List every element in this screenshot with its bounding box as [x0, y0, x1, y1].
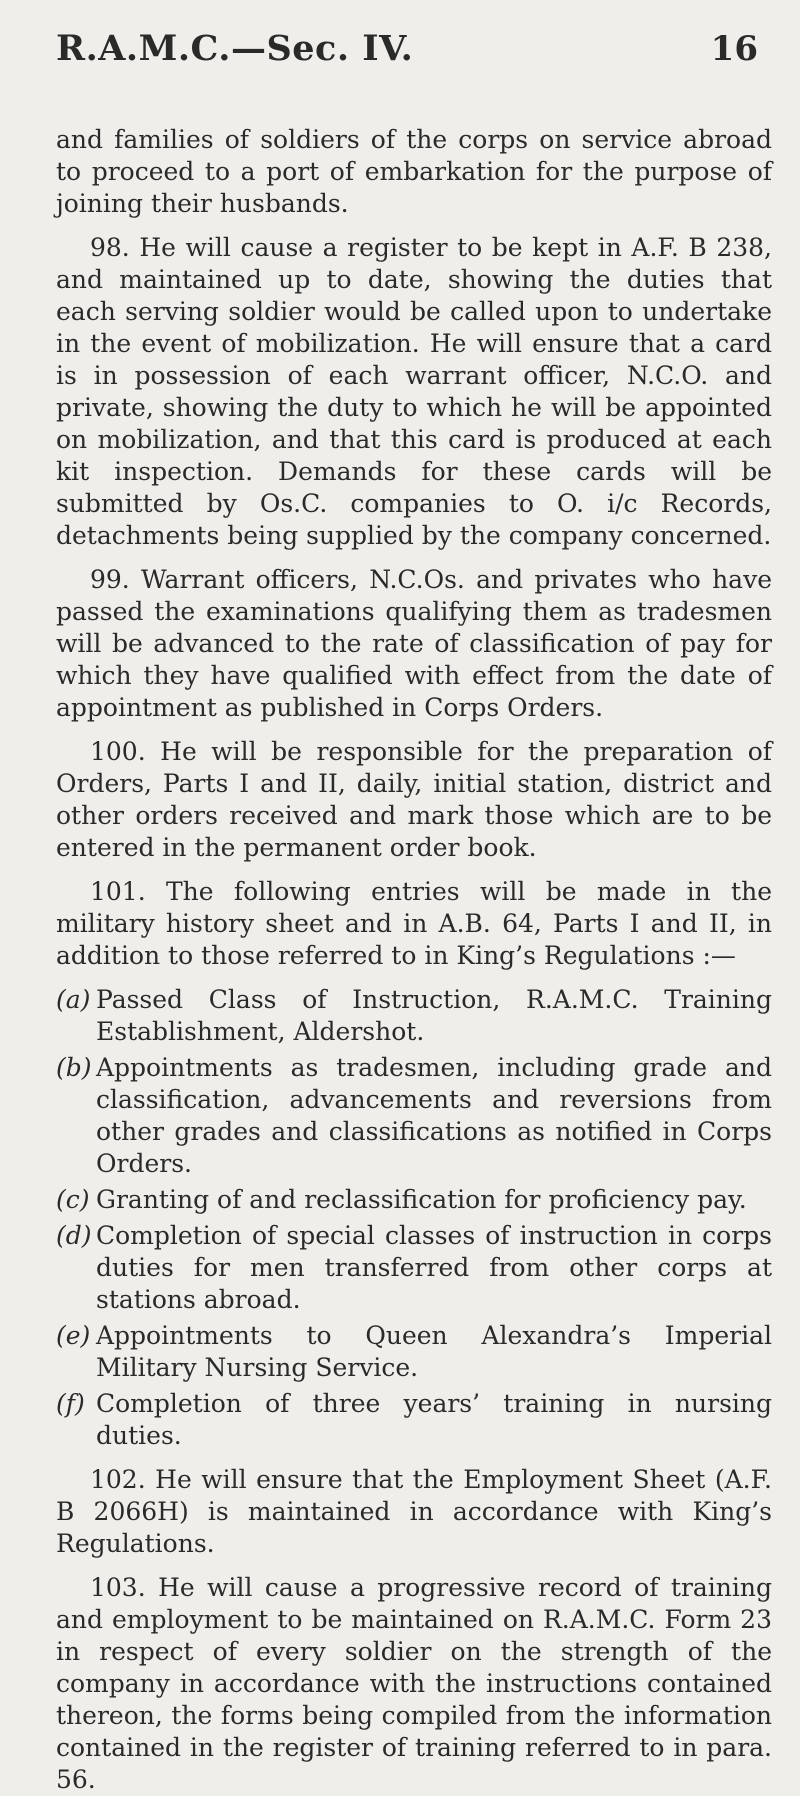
list-item-text: Completion of three years’ training in nursing duties.	[96, 1389, 772, 1450]
list-item-label: (b)	[56, 1053, 92, 1082]
paragraph-101: 101. The following entries will be made in the military history sheet and in A.B. 64, Parts I and II, in addition to those referred to in King’s Regulations :—	[56, 877, 772, 970]
list-item-text: Completion of special classes of instruction in corps duties for men transferred from other corps at stations abroad.	[96, 1221, 772, 1314]
list-item	[56, 1184, 772, 1216]
body-text	[56, 124, 772, 1796]
paragraph-99: 99. Warrant officers, N.C.Os. and privates who have passed the examinations qualifying them as tradesmen will be advanced to the rate of classification of pay for which they have qualified with effect from the date of appointment as published in Corps Orders.	[56, 565, 772, 722]
list-item-label: (e)	[56, 1321, 91, 1350]
page-number: 16	[710, 29, 758, 69]
paragraph-103: 103. He will cause a progressive record of training and employment to be maintained on R.A.M.C. Form 23 in respect of every soldier on the strength of the company in accordance with the instructions contained thereon, the forms being compiled from the information contained in the register of training referred to in para. 56.	[56, 1573, 772, 1794]
running-title: R.A.M.C.—Sec. IV.	[56, 28, 414, 69]
entries-list	[56, 984, 772, 1452]
running-head	[56, 28, 772, 82]
list-item-text: Granting of and reclassification for proficiency pay.	[96, 1185, 747, 1214]
list-item-label: (f)	[56, 1389, 85, 1418]
paragraph-102: 102. He will ensure that the Employment Sheet (A.F. B 2066H) is maintained in accordance with King’s Regulations.	[56, 1465, 772, 1558]
paragraph-continuation: and families of soldiers of the corps on service abroad to proceed to a port of embarkation for the purpose of joining their husbands.	[56, 125, 772, 218]
list-item-label: (d)	[56, 1221, 92, 1250]
paragraph-98: 98. He will cause a register to be kept in A.F. B 238, and maintained up to date, showing the duties that each serving soldier would be called upon to undertake in the event of mobilization. He will ensure that a card is in possession of each warrant officer, N.C.O. and private, showing the duty to which he will be appointed on mobilization, and that this card is produced at each kit inspection. Demands for these cards will be submitted by Os.C. companies to O. i/c Records, detachments being supplied by the company concerned.	[56, 233, 772, 550]
list-item	[56, 984, 772, 1048]
paragraph-100: 100. He will be responsible for the preparation of Orders, Parts I and II, daily, initial station, district and other orders received and mark those which are to be entered in the permanent order book.	[56, 737, 772, 862]
list-item	[56, 1052, 772, 1180]
list-item-label: (c)	[56, 1185, 90, 1214]
list-item	[56, 1320, 772, 1384]
list-item-label: (a)	[56, 985, 91, 1014]
list-item	[56, 1220, 772, 1316]
list-item-text: Passed Class of Instruction, R.A.M.C. Training Establishment, Aldershot.	[96, 985, 772, 1046]
list-item	[56, 1388, 772, 1452]
list-item-text: Appointments as tradesmen, including grade and classification, advancements and reversions from other grades and classifications as notified in Corps Orders.	[96, 1053, 772, 1178]
list-item-text: Appointments to Queen Alexandra’s Imperial Military Nursing Service.	[96, 1321, 772, 1382]
